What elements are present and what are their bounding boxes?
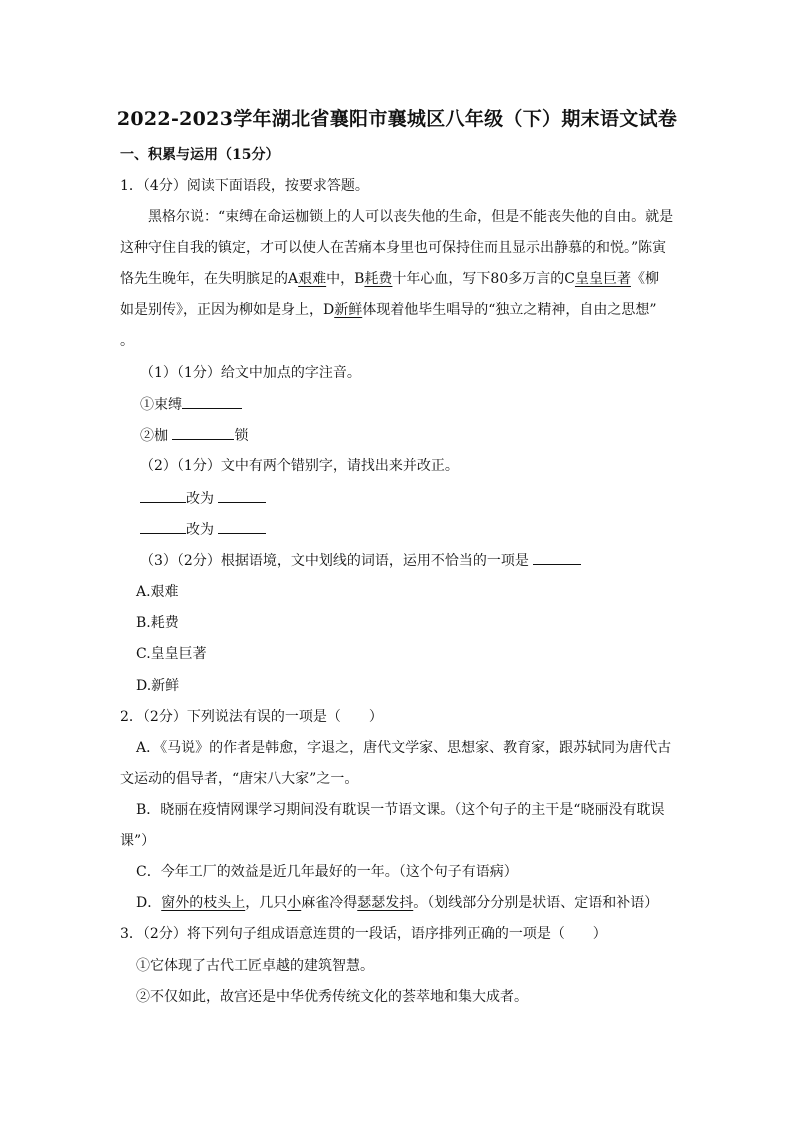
q1-sub3-text: （3）（2分）根据语境，文中划线的词语，运用不恰当的一项是 xyxy=(140,553,529,569)
q3-sentence-1: ①它体现了古代工匠卓越的建筑智慧。 xyxy=(136,958,374,974)
q2-option-a-line-1: A．《马说》的作者是韩愈，字退之，唐代文学家、思想家、教育家，跟苏轼同为唐代古 xyxy=(136,740,672,756)
answer-blank[interactable] xyxy=(140,519,186,534)
option-d: D.新鲜 xyxy=(136,678,180,694)
q1-passage-text: 《柳 xyxy=(630,271,659,287)
q1-sub1-item-b-text: ②枷 xyxy=(140,428,168,444)
answer-blank[interactable] xyxy=(533,550,581,565)
q2-stem: 2．（2分）下列说法有误的一项是（ ） xyxy=(120,709,383,725)
q1-passage-text: 如是别传》，正因为柳如是身上，D xyxy=(120,302,335,318)
q2-option-b-line-1: B．晓丽在疫情网课学习期间没有耽误一节语文课。（这个句子的主干是“晓丽没有耽误 xyxy=(136,802,665,818)
option-c: C.皇皇巨著 xyxy=(136,646,207,662)
underlined-word-d: 新鲜 xyxy=(334,302,363,318)
underlined-word-a: 艰难 xyxy=(298,271,327,287)
q2-option-d-text: 麻雀冷得 xyxy=(301,895,358,911)
q3-stem: 3．（2分）将下列句子组成语意连贯的一段话，语序排列正确的一项是（ ） xyxy=(120,926,607,942)
section-heading: 一、积累与运用（15分） xyxy=(120,147,280,163)
option-a: A.艰难 xyxy=(136,584,179,600)
q1-passage-text: 中，B xyxy=(326,271,365,287)
q1-passage-text: 恪先生晚年，在失明膑足的A xyxy=(120,271,299,287)
q2-option-d xyxy=(136,893,658,913)
q1-sub1-item-b-suffix: 锁 xyxy=(234,428,249,444)
q1-passage-line-4 xyxy=(120,300,657,320)
q2-option-d-text: 。（划线部分分别是状语、定语和补语） xyxy=(413,895,659,911)
underlined-phrase: 瑟瑟发抖 xyxy=(357,895,414,911)
answer-blank[interactable] xyxy=(218,519,266,534)
q1-passage-text: 体现着他毕生唱导的“独立之精神，自由之思想” xyxy=(362,302,657,318)
q2-option-d-text: ，几只 xyxy=(245,895,288,911)
underlined-word-b: 耗费 xyxy=(364,271,393,287)
exam-title: 2022-2023学年湖北省襄阳市襄城区八年级（下）期末语文试卷 xyxy=(116,108,678,130)
q1-sub1: （1）（1分）给文中加点的字注音。 xyxy=(140,365,361,381)
q1-sub1-item-a xyxy=(140,394,242,415)
q1-sub2-row-2 xyxy=(140,519,266,540)
q1-passage-line-5: 。 xyxy=(120,333,134,349)
underlined-phrase: 小 xyxy=(287,895,302,911)
answer-blank[interactable] xyxy=(218,488,266,503)
q1-passage-line-3 xyxy=(120,269,659,289)
q2-option-b-line-2: 课”） xyxy=(120,833,156,849)
q3-sentence-2: ②不仅如此，故宫还是中华优秀传统文化的荟萃地和集大成者。 xyxy=(136,989,528,1005)
q1-sub3 xyxy=(140,550,581,571)
q2-option-d-text: D． xyxy=(136,895,162,911)
q1-passage-line-1: 黑格尔说：“束缚在命运枷锁上的人可以丧失他的生命，但是不能丧失他的自由。就是 xyxy=(148,209,674,225)
option-b: B.耗费 xyxy=(136,615,179,631)
answer-blank[interactable] xyxy=(172,425,234,440)
q1-sub2: （2）（1分）文中有两个错别字，请找出来并改正。 xyxy=(140,458,459,474)
underlined-phrase: 窗外的枝头上 xyxy=(161,895,246,911)
q1-passage-line-2: 这种守住自我的镇定，才可以使人在苦痛本身里也可保持住而且显示出静慕的和悦。”陈寅 xyxy=(120,240,667,256)
correction-label: 改为 xyxy=(186,522,214,538)
answer-blank[interactable] xyxy=(140,488,186,503)
q2-option-c: C．今年工厂的效益是近几年最好的一年。（这个句子有语病） xyxy=(136,864,518,880)
q2-option-a-line-2: 文运动的倡导者，“唐宋八大家”之一。 xyxy=(120,771,359,787)
correction-label: 改为 xyxy=(186,491,214,507)
q1-sub1-item-b xyxy=(140,425,248,446)
underlined-word-c: 皇皇巨著 xyxy=(574,271,631,287)
q1-stem: 1．（4分）阅读下面语段，按要求答题。 xyxy=(120,178,369,194)
q1-sub1-item-a-text: ①束缚 xyxy=(140,397,182,413)
answer-blank[interactable] xyxy=(182,394,242,409)
q1-passage-text: 十年心血，写下80多万言的C xyxy=(392,271,575,287)
q1-sub2-row-1 xyxy=(140,488,266,509)
